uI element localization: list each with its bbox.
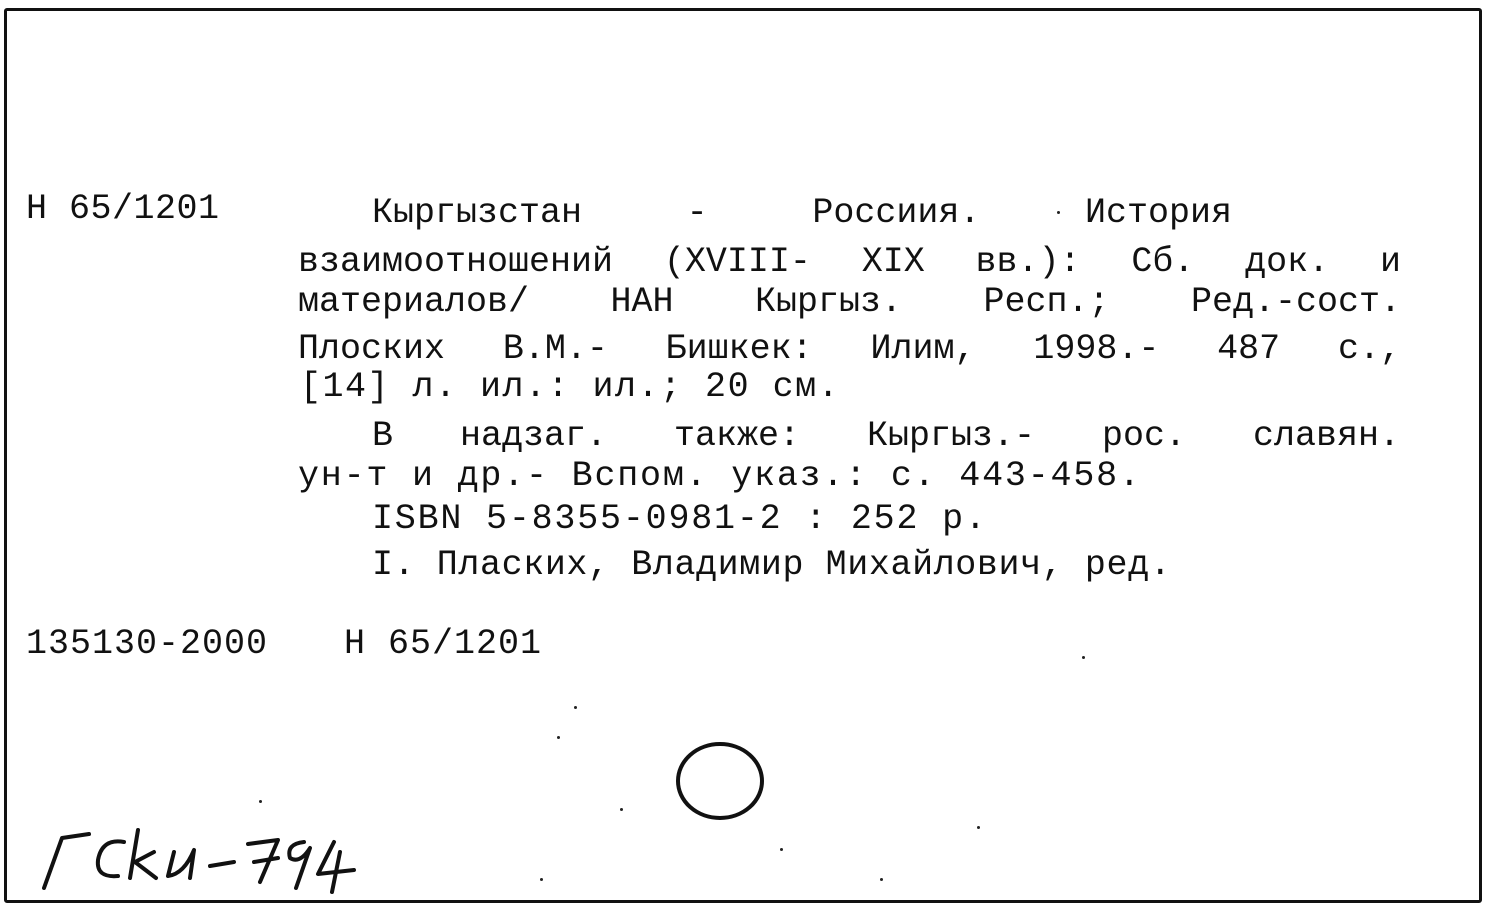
title-line-2 <box>298 242 1401 282</box>
title-word: Бишкек: <box>665 329 813 369</box>
title-word: 487 <box>1217 329 1281 369</box>
scan-speck <box>540 878 543 881</box>
scan-speck <box>620 808 623 811</box>
title-word: История <box>1084 193 1232 233</box>
note-word: славян. <box>1252 416 1400 456</box>
title-word: Кыргыз. <box>754 282 902 322</box>
title-line-1 <box>372 193 1232 233</box>
title-word: с., <box>1337 329 1401 369</box>
scan-speck <box>259 800 262 803</box>
title-word: НАН <box>610 282 674 322</box>
inventory-number: 135130-2000 <box>26 624 269 664</box>
scan-speck <box>574 706 577 709</box>
handwritten-shelfmark <box>34 818 364 898</box>
isbn-line: ISBN 5-8355-0981-2 : 252 р. <box>372 499 988 539</box>
title-word: взаимоотношений <box>298 242 614 282</box>
call-number: Н 65/1201 <box>26 189 220 229</box>
note-word: рос. <box>1101 416 1186 456</box>
scan-speck <box>1057 211 1060 214</box>
scan-speck <box>880 878 883 881</box>
title-word: Сб. <box>1131 242 1195 282</box>
call-number-bottom: Н 65/1201 <box>344 624 543 664</box>
title-word: 1998.- <box>1033 329 1160 369</box>
title-word: Ред.-сост. <box>1190 282 1401 322</box>
title-word: Кыргызстан <box>372 193 583 233</box>
title-word: Россиия. <box>812 193 981 233</box>
note-word: Кыргыз.- <box>866 416 1036 456</box>
title-word: В.М.- <box>502 329 608 369</box>
scan-speck <box>977 826 980 829</box>
title-word: (XVIII- <box>663 242 811 282</box>
title-word: док. <box>1245 242 1330 282</box>
title-line-5: [14] л. ил.: ил.; 20 см. <box>300 367 841 407</box>
scan-speck <box>780 848 783 851</box>
title-word: вв.): <box>975 242 1081 282</box>
title-line-3 <box>298 282 1401 322</box>
title-word: материалов/ <box>298 282 530 322</box>
note-line-2: ун-т и др.- Вспом. указ.: с. 443-458. <box>298 456 1142 496</box>
note-line-1 <box>372 416 1400 456</box>
note-word: надзаг. <box>459 416 608 456</box>
title-word: - <box>686 193 708 233</box>
punch-hole-circle <box>674 740 766 822</box>
title-word: Респ.; <box>983 282 1110 322</box>
scan-speck <box>557 736 560 739</box>
note-word: В <box>372 416 394 456</box>
title-word: и <box>1379 242 1401 282</box>
title-line-4 <box>298 329 1401 369</box>
added-entry: I. Пласких, Владимир Михайлович, ред. <box>372 545 1172 585</box>
note-word: также: <box>673 416 801 456</box>
title-word: Плоских <box>298 329 446 369</box>
scan-speck <box>1082 656 1085 659</box>
title-word: Илим, <box>870 329 976 369</box>
title-word: XIX <box>861 242 925 282</box>
